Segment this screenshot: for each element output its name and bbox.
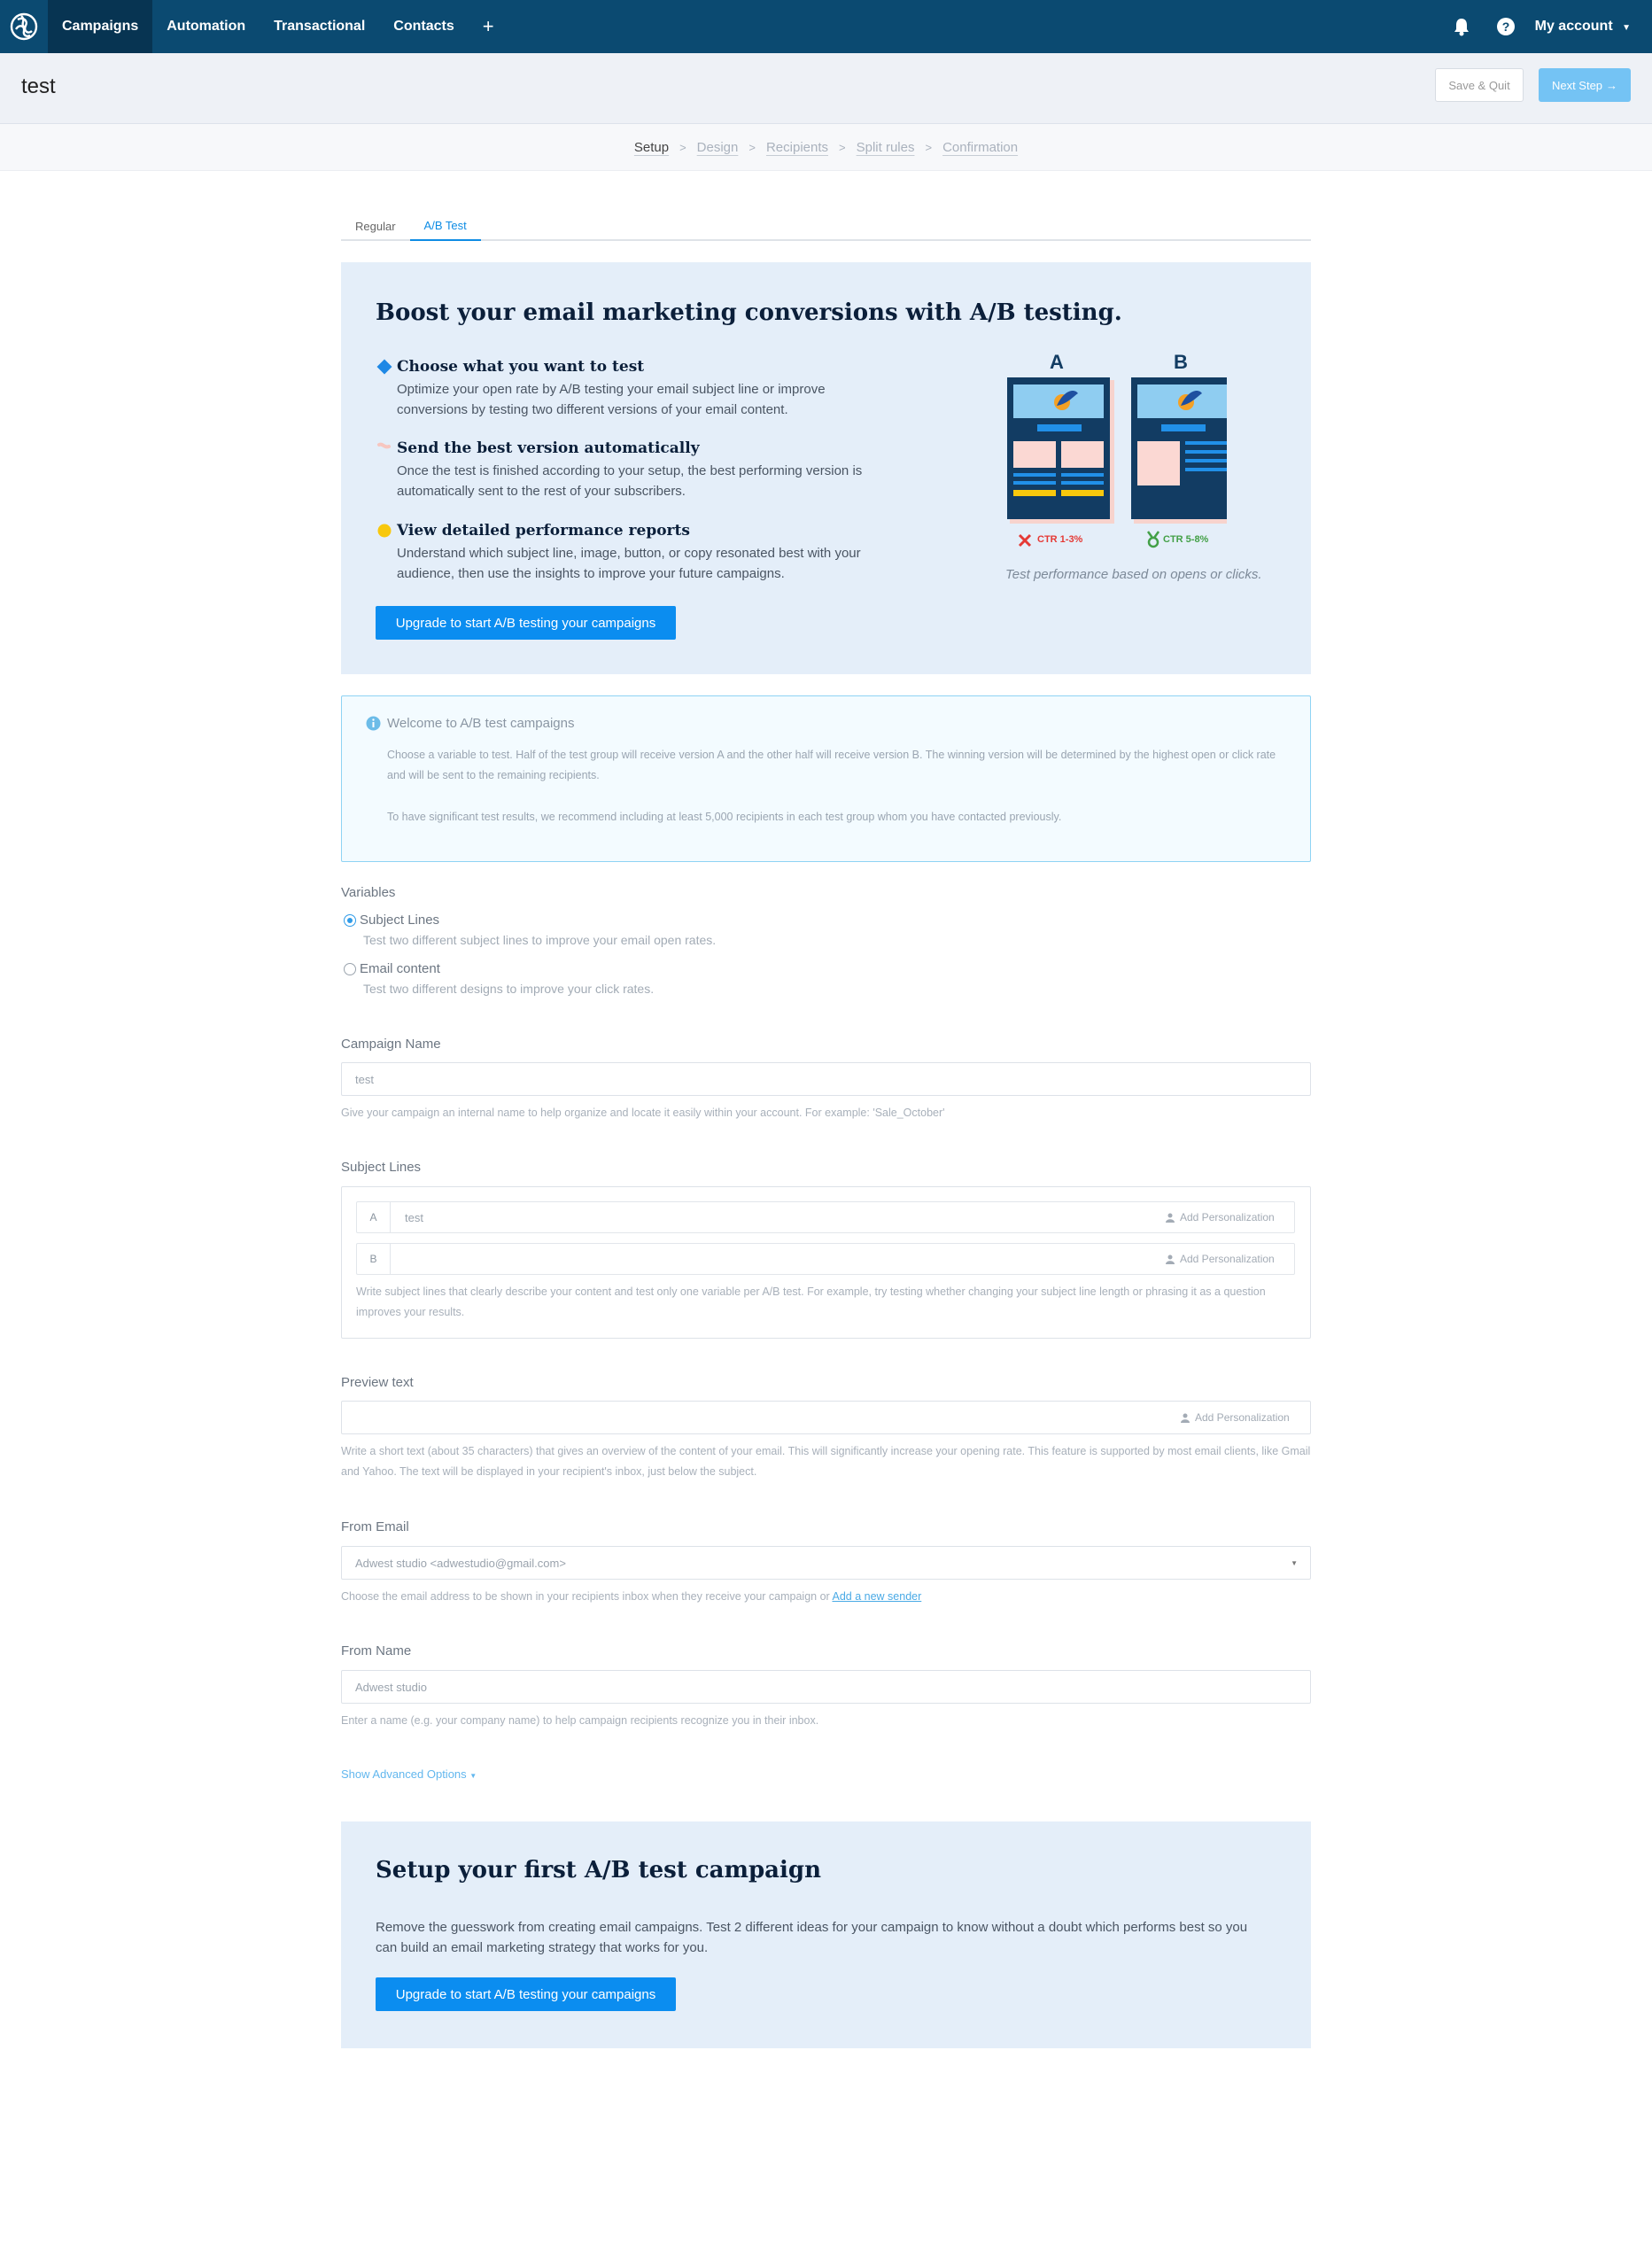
upgrade-button-top[interactable]: Upgrade to start A/B testing your campaigns bbox=[376, 606, 676, 640]
preview-personalization-button[interactable] bbox=[1181, 1411, 1290, 1424]
label-version-b: B bbox=[1174, 351, 1188, 373]
ab-testing-promo bbox=[341, 262, 1311, 674]
chevron-right-icon: > bbox=[925, 140, 933, 154]
subject-b-personalization-button[interactable] bbox=[1166, 1253, 1275, 1265]
info-icon bbox=[366, 716, 381, 735]
radio-subject-lines-label[interactable]: Subject Lines bbox=[360, 913, 440, 928]
from-email-help-row bbox=[341, 1587, 1311, 1607]
caret-down-icon: ▼ bbox=[469, 1772, 477, 1780]
nav-right-group bbox=[1439, 0, 1652, 53]
subject-line-b-input[interactable] bbox=[391, 1244, 1152, 1274]
tab-ab-test[interactable]: A/B Test bbox=[410, 211, 481, 241]
diamond-icon bbox=[376, 358, 393, 380]
brand-logo-icon[interactable] bbox=[0, 0, 48, 53]
campaign-name-input[interactable]: test bbox=[341, 1062, 1311, 1096]
radio-email-content-label[interactable]: Email content bbox=[360, 961, 440, 976]
label-version-a: A bbox=[1050, 351, 1064, 373]
step-design[interactable]: Design bbox=[696, 139, 739, 155]
nav-add-button[interactable]: + bbox=[482, 15, 494, 37]
variables-label: Variables bbox=[341, 885, 396, 900]
from-email-select[interactable] bbox=[341, 1546, 1311, 1580]
subject-line-b-row bbox=[356, 1243, 1295, 1275]
preview-personalization-label: Add Personalization bbox=[1195, 1411, 1290, 1424]
page-title: test bbox=[21, 74, 56, 98]
from-name-label: From Name bbox=[341, 1643, 412, 1658]
feature-desc-send: Once the test is finished according to your setup, the best performing version is automatically sent to the rest of your subscribers. bbox=[397, 463, 863, 499]
show-advanced-options-label: Show Advanced Options bbox=[341, 1767, 467, 1781]
setup-ab-promo bbox=[341, 1821, 1311, 2048]
person-icon bbox=[1166, 1213, 1175, 1223]
account-menu[interactable] bbox=[1528, 19, 1652, 35]
promo-title: Boost your email marketing conversions with A/B testing. bbox=[376, 299, 1122, 326]
radio-email-content-desc: Test two different designs to improve your click rates. bbox=[363, 982, 655, 996]
nav-automation[interactable]: Automation bbox=[167, 19, 246, 34]
ctr-b: CTR 5-8% bbox=[1163, 534, 1209, 545]
promo2-desc: Remove the guesswork from creating email campaigns. Test 2 different ideas for your campaign to know without a doubt which performs best so you can build an email marketing strategy that works for you. bbox=[376, 1920, 1248, 1955]
campaign-type-tabs bbox=[341, 211, 1311, 241]
step-recipients[interactable]: Recipients bbox=[765, 139, 829, 155]
subject-b-prefix: B bbox=[357, 1244, 391, 1274]
top-navigation bbox=[0, 0, 1652, 53]
subject-lines-box bbox=[341, 1186, 1311, 1339]
caret-down-icon: ▼ bbox=[1291, 1558, 1298, 1567]
radio-email-content[interactable] bbox=[344, 963, 356, 975]
illustration-caption: Test performance based on opens or clicks. bbox=[1005, 567, 1262, 582]
step-confirmation[interactable]: Confirmation bbox=[942, 139, 1019, 155]
nav-campaigns[interactable]: Campaigns bbox=[48, 0, 152, 53]
next-step-label: Next Step bbox=[1551, 78, 1603, 92]
upgrade-button-bottom[interactable]: Upgrade to start A/B testing your campaigns bbox=[376, 1977, 676, 2011]
feature-title-choose: Choose what you want to test bbox=[397, 358, 645, 376]
promo2-title: Setup your first A/B test campaign bbox=[376, 1857, 821, 1884]
next-step-button[interactable] bbox=[1539, 68, 1631, 102]
help-icon[interactable] bbox=[1484, 17, 1528, 36]
ctr-a: CTR 1-3% bbox=[1037, 534, 1083, 545]
welcome-info-box bbox=[341, 695, 1311, 862]
campaign-name-label: Campaign Name bbox=[341, 1037, 441, 1052]
subject-line-a-input[interactable]: test bbox=[405, 1210, 423, 1224]
caret-down-icon: ▼ bbox=[1622, 23, 1631, 33]
preview-text-label: Preview text bbox=[341, 1375, 414, 1390]
show-advanced-options-link[interactable] bbox=[341, 1767, 477, 1781]
chevron-right-icon: > bbox=[748, 140, 756, 154]
preview-text-help: Write a short text (about 35 characters) that gives an overview of the content of your email. This will significantly increase your opening rate. This feature is supported by most email clients, like Gmail and Yahoo. The text will be displayed in your recipient's inbox, just below the subject. bbox=[341, 1445, 1311, 1478]
subject-lines-label: Subject Lines bbox=[341, 1160, 422, 1175]
person-icon bbox=[1181, 1413, 1190, 1423]
from-email-value: Adwest studio <adwestudio@gmail.com> bbox=[355, 1556, 566, 1570]
feature-desc-reports: Understand which subject line, image, button, or copy resonated best with your audience, then use the insights to improve your future campaigns. bbox=[397, 546, 861, 581]
from-email-label: From Email bbox=[341, 1519, 409, 1534]
feature-desc-choose: Optimize your open rate by A/B testing your email subject line or improve conversions by testing two different versions of your email content. bbox=[397, 382, 826, 417]
from-email-help: Choose the email address to be shown in your recipients inbox when they receive your campaign or bbox=[341, 1590, 830, 1603]
wizard-steps bbox=[0, 124, 1652, 171]
subject-a-personalization-button[interactable] bbox=[1166, 1211, 1275, 1223]
info-paragraph-2: To have significant test results, we recommend including at least 5,000 recipients in each test group whom you have contacted previously. bbox=[387, 811, 1062, 823]
save-quit-button[interactable]: Save & Quit bbox=[1435, 68, 1524, 102]
step-setup[interactable]: Setup bbox=[633, 139, 670, 155]
tab-regular[interactable]: Regular bbox=[355, 219, 396, 233]
radio-subject-lines-desc: Test two different subject lines to improve your email open rates. bbox=[363, 933, 717, 947]
chevron-right-icon: > bbox=[839, 140, 846, 154]
info-paragraph-1: Choose a variable to test. Half of the test group will receive version A and the other half will receive version B. The winning version will be determined by the highest open or click rate and will be sent to the remaining recipients. bbox=[387, 749, 1276, 781]
subject-a-prefix: A bbox=[357, 1202, 391, 1232]
nav-contacts[interactable]: Contacts bbox=[393, 19, 454, 34]
preview-text-input[interactable] bbox=[341, 1401, 1311, 1434]
subject-line-a-row bbox=[356, 1201, 1295, 1233]
person-icon bbox=[1166, 1254, 1175, 1264]
from-name-input[interactable]: Adwest studio bbox=[341, 1670, 1311, 1704]
from-name-help: Enter a name (e.g. your company name) to help campaign recipients recognize you in their inbox. bbox=[341, 1714, 819, 1727]
step-split-rules[interactable]: Split rules bbox=[856, 139, 915, 155]
arrow-right-icon: → bbox=[1606, 78, 1618, 92]
add-new-sender-link[interactable]: Add a new sender bbox=[832, 1590, 922, 1603]
campaign-name-help: Give your campaign an internal name to help organize and locate it easily within your account. For example: 'Sale_October' bbox=[341, 1107, 945, 1119]
subject-b-personalization-label: Add Personalization bbox=[1180, 1253, 1275, 1265]
ab-illustration bbox=[1005, 351, 1227, 563]
account-label: My account bbox=[1534, 19, 1613, 34]
feature-title-reports: View detailed performance reports bbox=[397, 522, 690, 540]
subject-a-personalization-label: Add Personalization bbox=[1180, 1211, 1275, 1223]
info-title: Welcome to A/B test campaigns bbox=[387, 716, 575, 731]
page-header bbox=[0, 53, 1652, 124]
bell-icon[interactable] bbox=[1439, 17, 1484, 36]
circle-yellow-icon bbox=[376, 522, 393, 544]
chevron-right-icon: > bbox=[679, 140, 686, 154]
subject-lines-help: Write subject lines that clearly describe your content and test only one variable per A/B test. For example, try testing whether changing your subject line length or phrasing it as a question improves your results. bbox=[356, 1285, 1266, 1318]
wave-icon bbox=[376, 439, 393, 462]
radio-subject-lines[interactable] bbox=[344, 914, 356, 927]
svg-text:?: ? bbox=[1501, 19, 1509, 34]
feature-title-send: Send the best version automatically bbox=[397, 439, 700, 457]
nav-transactional[interactable]: Transactional bbox=[274, 19, 366, 34]
